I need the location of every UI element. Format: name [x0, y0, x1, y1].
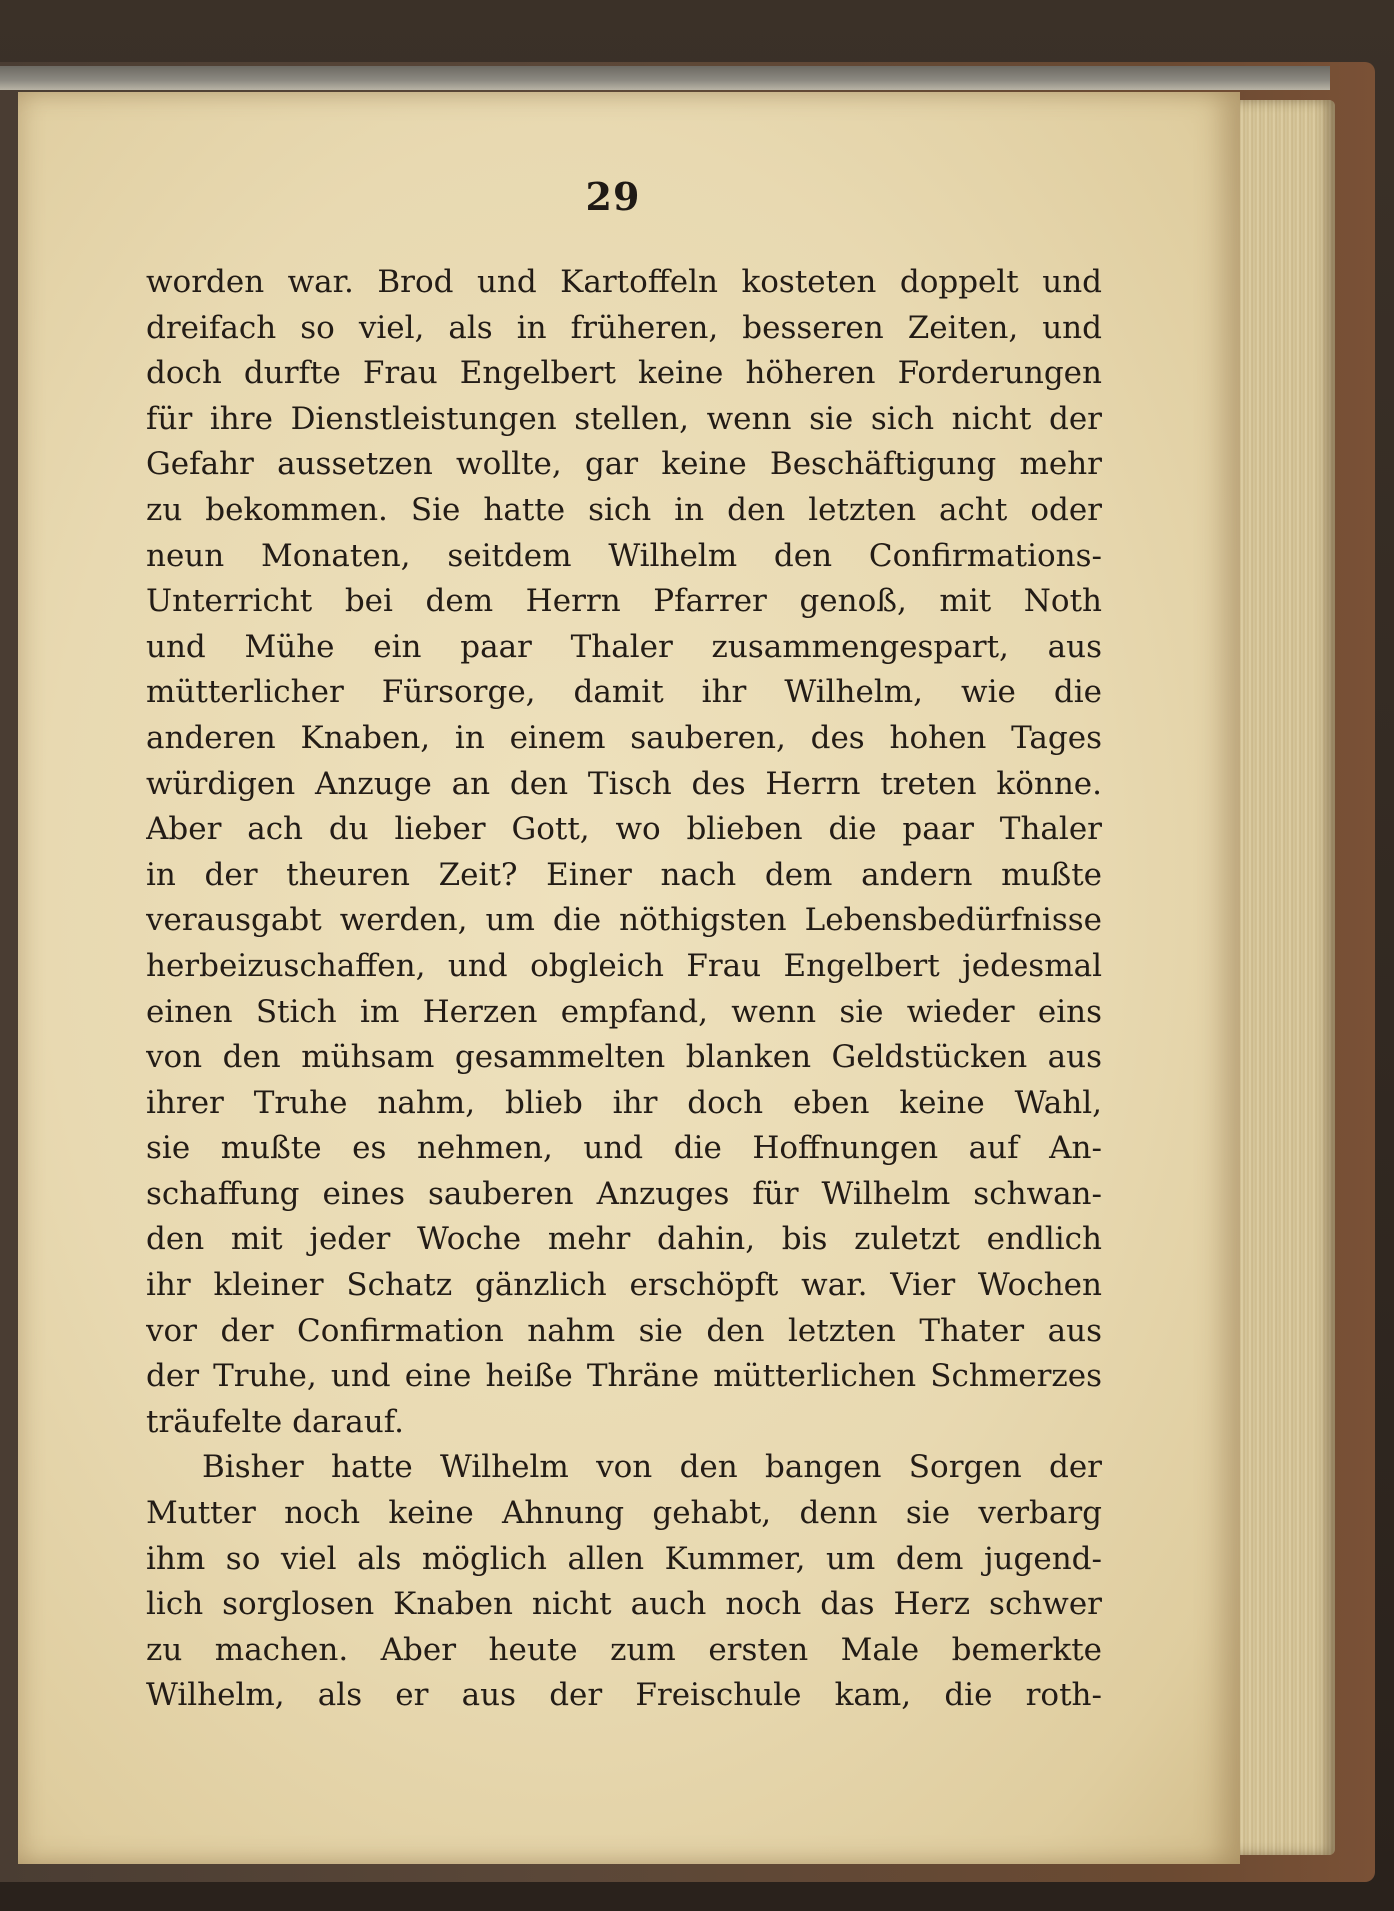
text-line: dreifach so viel, als in früheren, besseren Zeiten, und — [146, 309, 1102, 346]
page-number: 29 — [585, 174, 641, 219]
text-line: einen Stich im Herzen empfand, wenn sie wieder eins — [146, 993, 1102, 1030]
text-line: lich sorglosen Knaben nicht auch noch das Herz schwer — [146, 1586, 1102, 1623]
text-line: Wilhelm, als er aus der Freischule kam, die roth- — [146, 1677, 1102, 1714]
body-text — [146, 260, 1102, 1719]
text-line: Gefahr aussetzen wollte, gar keine Beschäftigung mehr — [146, 446, 1102, 483]
text-line: den mit jeder Woche mehr dahin, bis zuletzt endlich — [146, 1221, 1102, 1258]
text-line: Aber ach du lieber Gott, wo blieben die paar Thaler — [146, 811, 1102, 848]
text-line: verausgabt werden, um die nöthigsten Lebensbedürfnisse — [146, 902, 1102, 939]
text-line: herbeizuschaffen, und obgleich Frau Engelbert jedesmal — [146, 947, 1102, 984]
text-line: zu bekommen. Sie hatte sich in den letzten acht oder — [146, 491, 1102, 528]
text-line: Unterricht bei dem Herrn Pfarrer genoß, mit Noth — [146, 583, 1102, 620]
text-line: vor der Confirmation nahm sie den letzten Thater aus — [146, 1312, 1102, 1349]
text-line: zu machen. Aber heute zum ersten Male bemerkte — [146, 1631, 1102, 1668]
text-line: für ihre Dienstleistungen stellen, wenn sie sich nicht der — [146, 400, 1102, 437]
text-line: ihm so viel als möglich allen Kummer, um dem jugend- — [146, 1540, 1102, 1577]
text-line: der Truhe, und eine heiße Thräne mütterlichen Schmerzes — [146, 1358, 1102, 1395]
text-line: ihr kleiner Schatz gänzlich erschöpft war. Vier Wochen — [146, 1267, 1102, 1304]
text-line: schaffung eines sauberen Anzuges für Wilhelm schwan- — [146, 1175, 1102, 1212]
text-line-paragraph-end: träufelte darauf. — [146, 1403, 404, 1440]
book-cover-top-edge — [0, 66, 1330, 90]
page-edges — [1230, 100, 1335, 1855]
text-line: würdigen Anzuge an den Tisch des Herrn treten könne. — [146, 765, 1102, 802]
text-line: Mutter noch keine Ahnung gehabt, denn sie verbarg — [146, 1495, 1102, 1532]
text-line-paragraph-start: Bisher hatte Wilhelm von den bangen Sorgen der — [202, 1449, 1102, 1486]
text-line: ihrer Truhe nahm, blieb ihr doch eben keine Wahl, — [146, 1084, 1102, 1121]
text-line: doch durfte Frau Engelbert keine höheren Forderungen — [146, 355, 1102, 392]
text-line: und Mühe ein paar Thaler zusammengespart, aus — [146, 628, 1102, 665]
text-line: sie mußte es nehmen, und die Hoffnungen auf An- — [146, 1130, 1102, 1167]
book-page — [18, 92, 1240, 1864]
text-line: mütterlicher Fürsorge, damit ihr Wilhelm, wie die — [146, 674, 1102, 711]
text-line: anderen Knaben, in einem sauberen, des hohen Tages — [146, 719, 1102, 756]
text-line: in der theuren Zeit? Einer nach dem andern mußte — [146, 856, 1102, 893]
text-line: worden war. Brod und Kartoffeln kosteten doppelt und — [146, 264, 1102, 300]
text-line: neun Monaten, seitdem Wilhelm den Confirmations- — [146, 537, 1102, 574]
text-line: von den mühsam gesammelten blanken Geldstücken aus — [146, 1039, 1102, 1076]
